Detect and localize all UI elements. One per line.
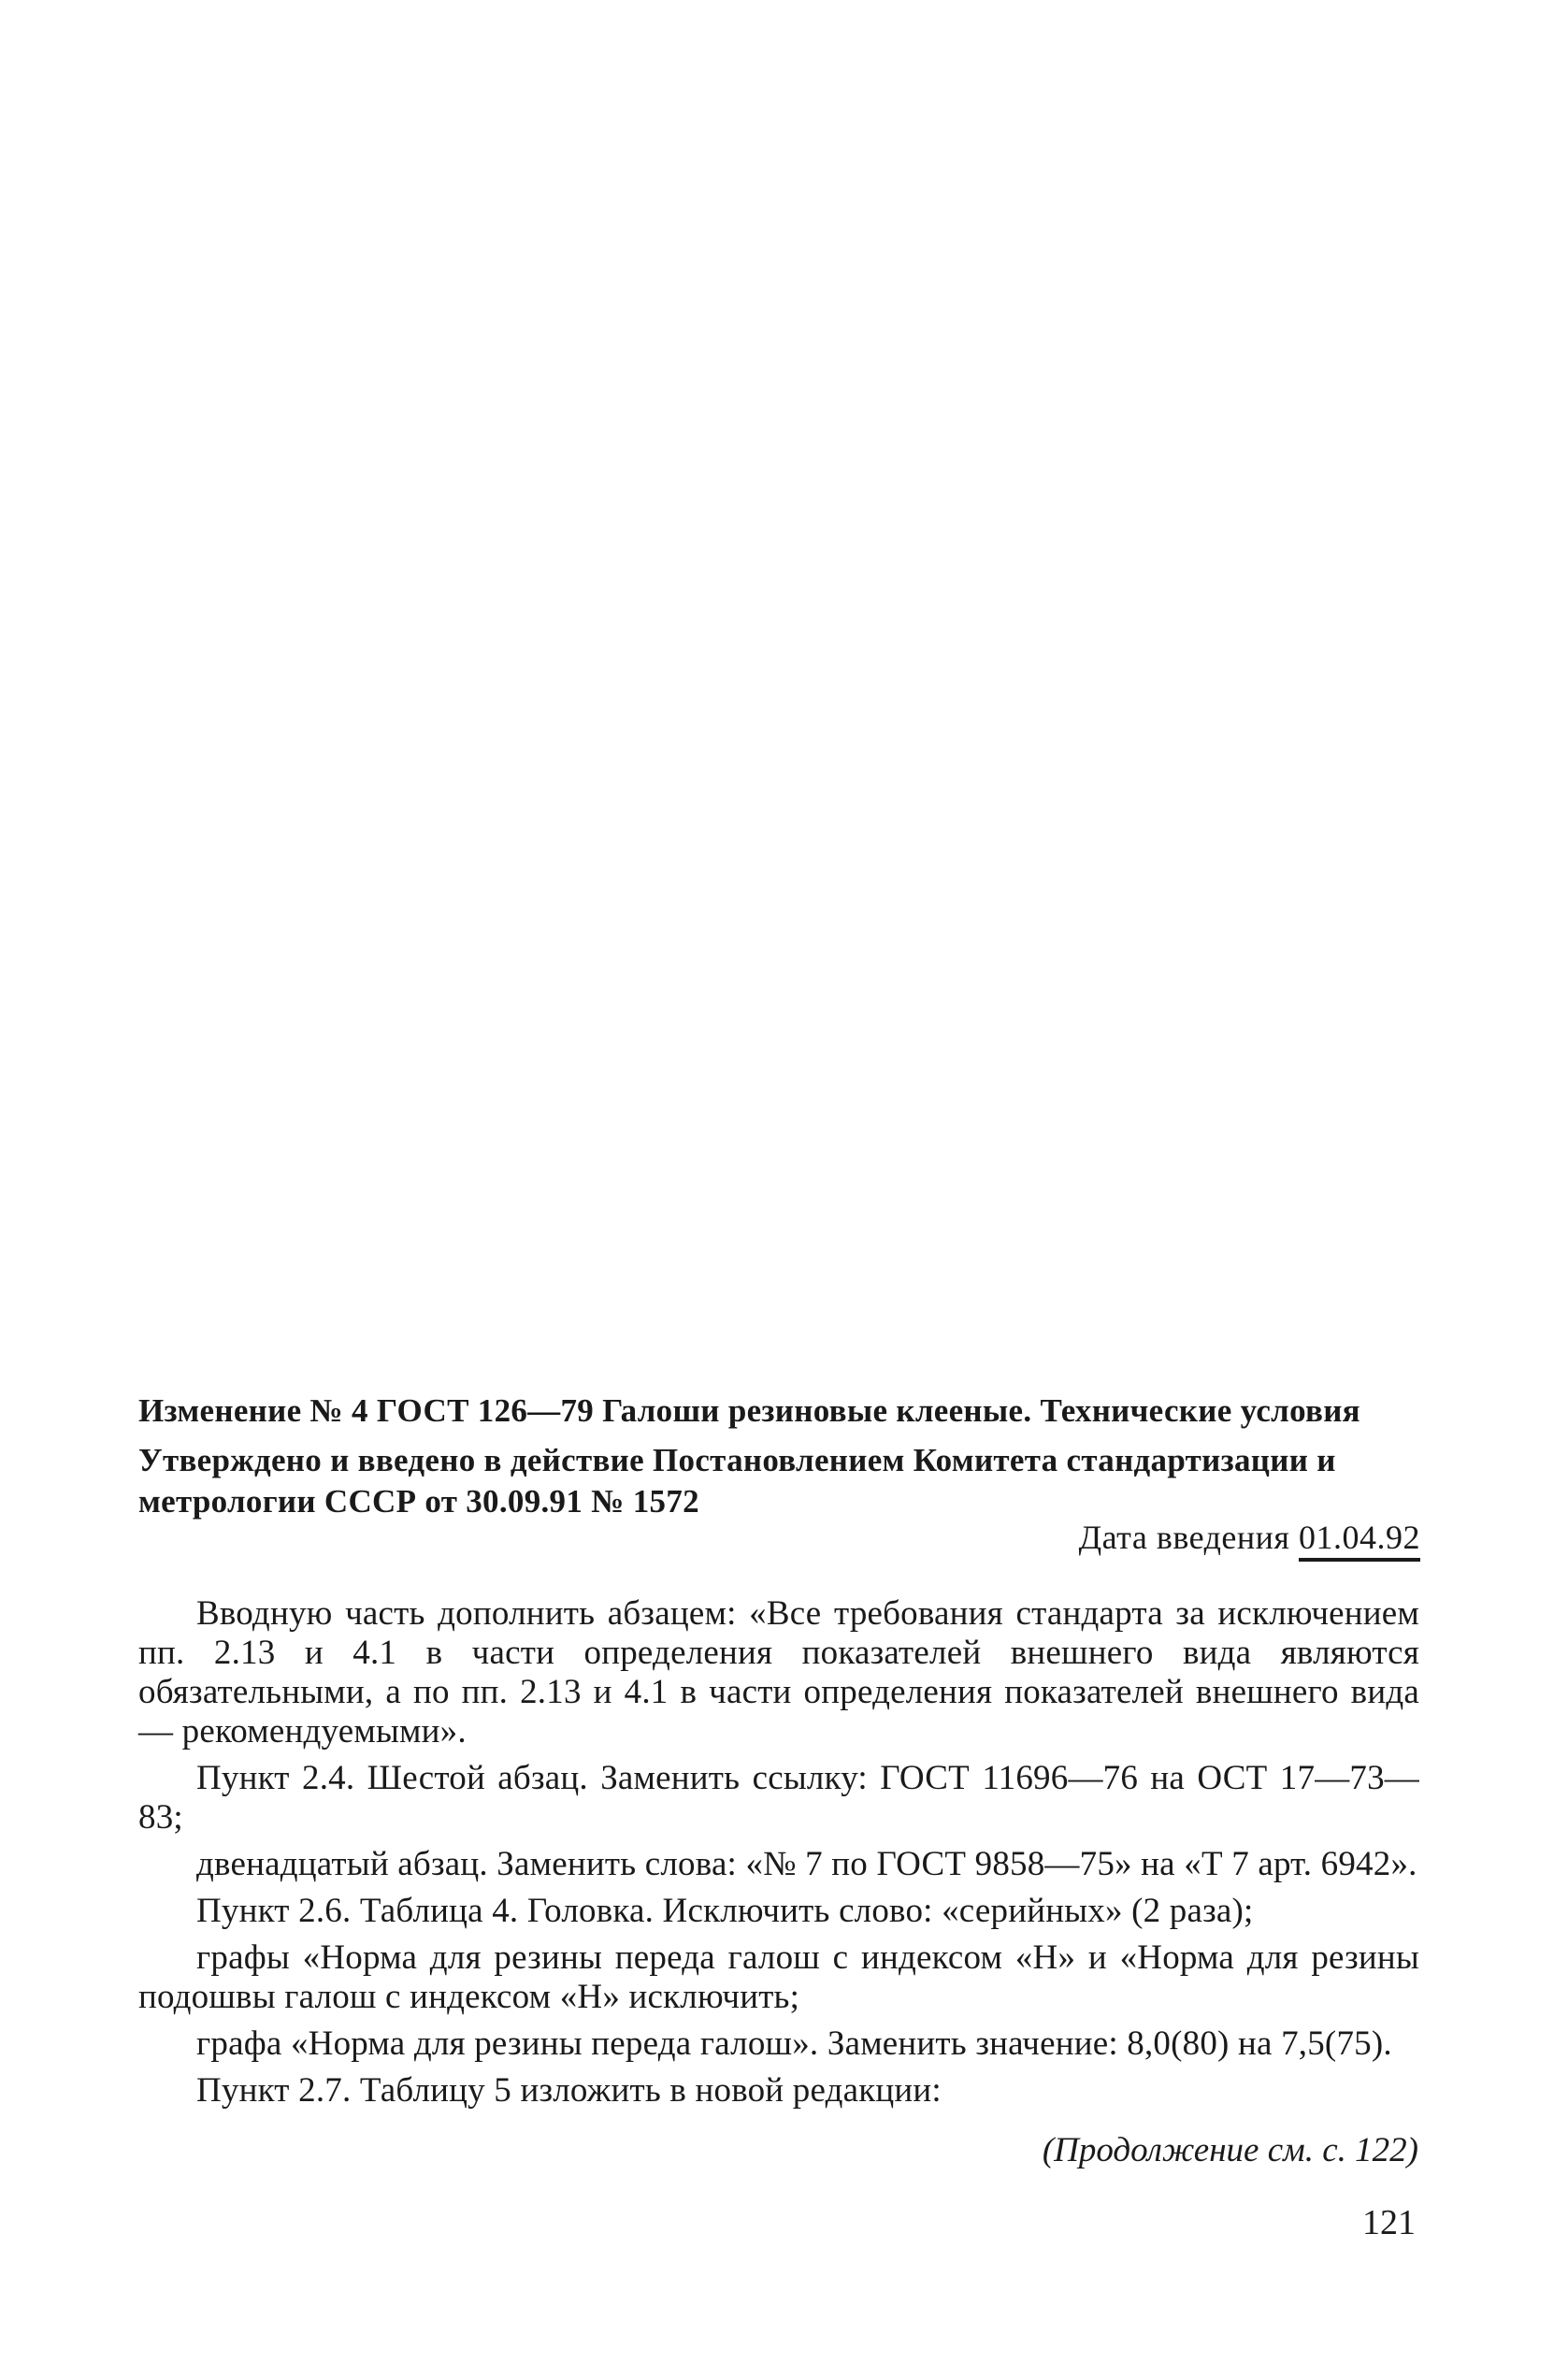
continued-note: (Продолжение см. с. 122)	[1042, 2131, 1418, 2169]
approval-statement: Утверждено и введено в действие Постановлением Комитета стандартизации и метрологии СССР от 30.09.91 № 1572	[138, 1442, 1336, 1520]
paragraph-item-2-4: Пункт 2.4. Шестой абзац. Заменить ссылку: ГОСТ 11696—76 на ОСТ 17—73—83;	[138, 1759, 1419, 1837]
paragraph-item-2-6: Пункт 2.6. Таблица 4. Головка. Исключить слово: «серийных» (2 раза);	[196, 1892, 1254, 1930]
introduction-date	[1079, 1517, 1420, 1558]
introduction-date-label: Дата введения	[1078, 1519, 1290, 1556]
introduction-date-value: 01.04.92	[1299, 1519, 1420, 1562]
amendment-body	[138, 1594, 1419, 2118]
amendment-title: Изменение № 4 ГОСТ 126—79 Галоши резиновые клееные. Технические условия	[138, 1392, 1360, 1429]
paragraph-item-2-7: Пункт 2.7. Таблицу 5 изложить в новой редакции:	[196, 2071, 942, 2110]
page-number: 121	[1362, 2203, 1416, 2242]
paragraph-twelfth: двенадцатый абзац. Заменить слова: «№ 7 по ГОСТ 9858—75» на «Т 7 арт. 6942».	[196, 1845, 1417, 1883]
paragraph-columns: графы «Норма для резины переда галош с индексом «Н» и «Норма для резины подошвы галош с индексом «Н» исключить;	[138, 1938, 1419, 2016]
paragraph-intro: Вводную часть дополнить абзацем: «Все требования стандарта за исключением пп. 2.13 и 4.1 в части определения показателей внешнего вида являются обязательными, а по пп. 2.13 и 4.1 в части определения показателей внешнего вида — рекомендуемыми».	[138, 1594, 1419, 1751]
paragraph-column-value: графа «Норма для резины переда галош». Заменить значение: 8,0(80) на 7,5(75).	[196, 2024, 1392, 2063]
